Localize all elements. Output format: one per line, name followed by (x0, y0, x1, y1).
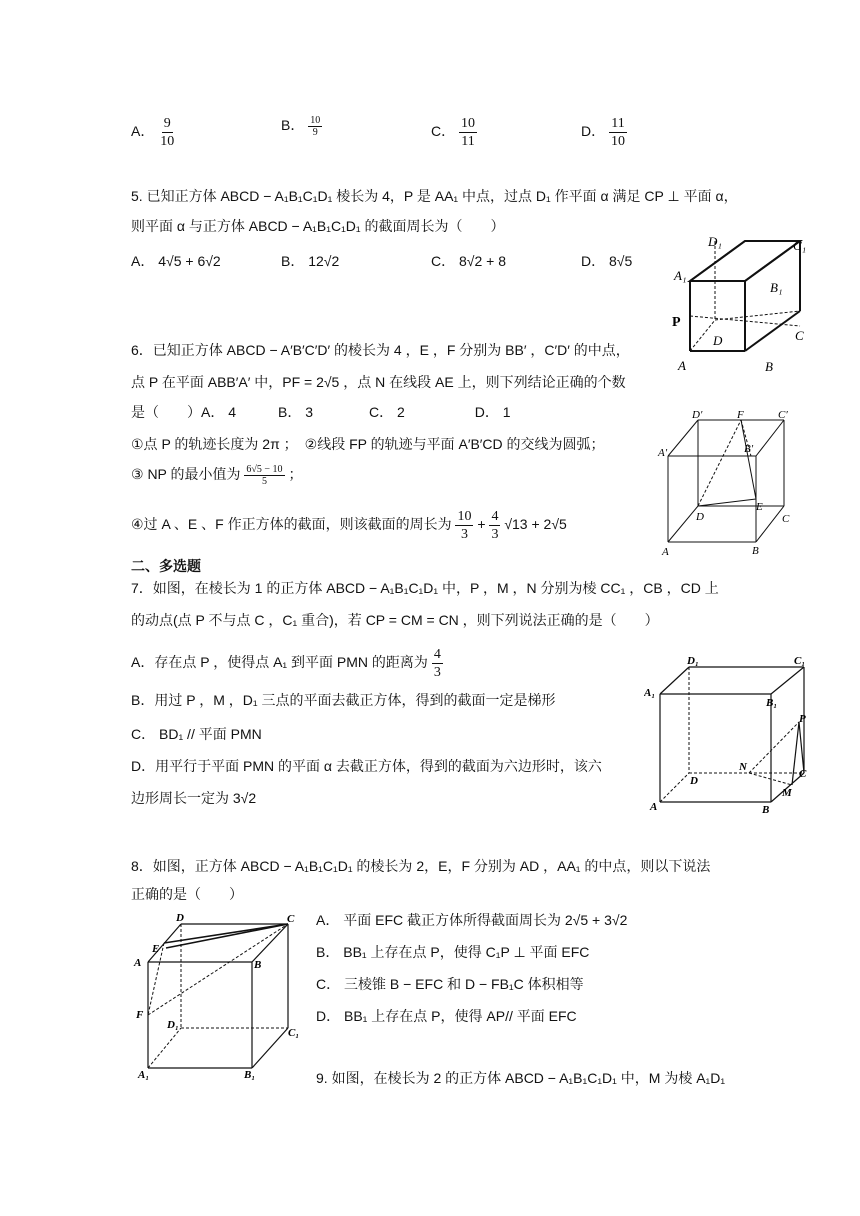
label-c-prime: C′ (778, 410, 788, 421)
label-d1: D₁ (167, 1019, 179, 1031)
frac-num: 4 (491, 509, 499, 524)
q5-line2: 则平面 α 与正方体 ABCD − A₁B₁C₁D₁ 的截面周长为（ ） (131, 218, 505, 234)
q7-option-b: B．用过 P ，M ，D₁ 三点的平面去截正方体，得到的截面一定是梯形 (131, 692, 556, 708)
label-d1: D₁ (708, 234, 722, 249)
label-p: P (799, 713, 806, 725)
q6-statement-3 (131, 464, 302, 487)
statement-text: + (477, 516, 490, 533)
label-b1: B₁ (766, 697, 778, 709)
frac-num: 6√5 − 10 (246, 464, 283, 475)
frac-num: 10 (461, 116, 476, 131)
q7-option-a (131, 646, 443, 681)
label-b1: B₁ (770, 280, 783, 295)
figure-q8-cube (130, 908, 310, 1080)
section-heading: 二、多选题 (131, 558, 201, 574)
q8-line2: 正确的是（ ） (131, 886, 243, 902)
option-label: B． (281, 117, 305, 134)
label-a: A (134, 957, 142, 969)
statement-text: ③ NP 的最小值为 (131, 466, 241, 483)
q8-option-d: D． BB₁ 上存在点 P，使得 AP// 平面 EFC (316, 1008, 577, 1024)
frac-den: 9 (312, 127, 318, 138)
q8-line1: 8．如图，正方体 ABCD − A₁B₁C₁D₁ 的棱长为 2，E，F 分别为 AD ，AA₁ 的中点，则以下说法 (131, 858, 711, 874)
label-e: E (152, 943, 160, 955)
label-b1: B₁ (244, 1069, 256, 1080)
frac-den: 3 (491, 527, 499, 542)
figure-q5-cube (668, 234, 818, 384)
label-c: C (799, 768, 807, 780)
q8-option-c: C． 三棱锥 B − EFC 和 D − FB₁C 体积相等 (316, 976, 584, 992)
option-label: C． (431, 123, 456, 140)
q6-line1: 6．已知正方体 ABCD − A′B′C′D′ 的棱长为 4 ，E ，F 分别为 BB′ ，C′D′ 的中点， (131, 342, 630, 358)
q5-line1: 5. 已知正方体 ABCD − A₁B₁C₁D₁ 棱长为 4，P 是 AA₁ 中点，过点 D₁ 作平面 α 满足 CP ⊥ 平面 α， (131, 188, 738, 204)
q4-option-b (281, 115, 322, 138)
option-label: A． (131, 123, 155, 140)
label-a: A (678, 358, 686, 373)
q5-option-d: D． 8√5 (581, 253, 633, 269)
frac-num: 10 (457, 509, 472, 524)
label-c: C (287, 913, 295, 925)
label-a1: A₁ (138, 1069, 150, 1080)
frac-den: 10 (611, 134, 626, 149)
frac-num: 10 (310, 115, 321, 126)
label-d: D (176, 912, 184, 924)
label-c: C (795, 328, 804, 343)
q5-option-c: C． 8√2 + 8 (431, 253, 506, 269)
label-b: B (254, 959, 262, 971)
q8-option-b: B． BB₁ 上存在点 P，使得 C₁P ⊥ 平面 EFC (316, 944, 590, 960)
q7-line2: 的动点(点 P 不与点 C ，C₁ 重合)，若 CP = CM = CN ，则下列说法正确的是（ ） (131, 612, 659, 628)
q4-option-d (581, 115, 627, 150)
q6-line2: 点 P 在平面 ABB′A′ 中，PF = 2√5 ，点 N 在线段 AE 上，则下列结论正确的个数 (131, 374, 626, 390)
statement-text: ④过 A 、E 、F 作正方体的截面，则该截面的周长为 (131, 516, 452, 533)
label-d: D (690, 775, 698, 787)
label-d-prime: D′ (692, 410, 703, 421)
frac-den: 11 (461, 134, 475, 149)
q8-option-a: A． 平面 EFC 截正方体所得截面周长为 2√5 + 3√2 (316, 912, 628, 928)
label-m: M (782, 787, 792, 799)
label-f: F (136, 1009, 144, 1021)
label-a: A (662, 546, 669, 558)
frac-den: 10 (160, 134, 175, 149)
q4-option-a (131, 115, 176, 150)
q7-option-c: C． BD₁ // 平面 PMN (131, 726, 262, 742)
label-d: D (696, 511, 704, 523)
statement-text: ； (288, 466, 303, 483)
label-c: C (782, 513, 790, 525)
frac-num: 11 (611, 116, 625, 131)
label-c1: C₁ (288, 1027, 300, 1039)
frac-den: 5 (261, 476, 267, 487)
label-a: A (650, 801, 658, 813)
q6-line3: 是（ ）A． 4 B． 3 C． 2 D． 1 (131, 404, 511, 420)
label-b-prime: B′ (744, 443, 754, 455)
label-a1: A₁ (674, 268, 687, 283)
label-b: B (752, 545, 759, 557)
label-e: E (756, 501, 763, 513)
q6-statement-4 (131, 508, 567, 543)
option-label: D． (581, 123, 606, 140)
q7-option-d-line1: D．用平行于平面 PMN 的平面 α 去截正方体，得到的截面为六边形时，该六 (131, 758, 602, 774)
frac-num: 4 (433, 647, 441, 662)
q4-option-c (431, 115, 477, 150)
option-text: A．存在点 P ，使得点 A₁ 到平面 PMN 的距离为 (131, 654, 428, 671)
frac-den: 3 (460, 527, 468, 542)
frac-den: 3 (433, 665, 441, 680)
frac-num: 9 (163, 116, 171, 131)
label-c1: C₁ (794, 655, 806, 667)
label-n: N (739, 761, 747, 773)
label-f: F (737, 410, 744, 421)
figure-q6-cube (656, 410, 806, 560)
q5-option-a: A． 4√5 + 6√2 (131, 253, 221, 269)
label-p: P (672, 315, 681, 330)
q9-line1: 9. 如图，在棱长为 2 的正方体 ABCD − A₁B₁C₁D₁ 中，M 为棱 A₁D₁ (316, 1070, 726, 1086)
figure-q7-cube (644, 652, 814, 822)
statement-text: √13 + 2√5 (504, 516, 567, 533)
label-c1: C₁ (793, 238, 807, 253)
label-a-prime: A′ (658, 447, 668, 459)
label-b: B (762, 804, 770, 816)
q5-option-b: B． 12√2 (281, 253, 340, 269)
label-a1: A₁ (644, 687, 656, 699)
label-d: D (713, 333, 723, 348)
label-b: B (765, 359, 773, 374)
q7-option-d-line2: 边形周长一定为 3√2 (131, 790, 257, 806)
label-d1: D₁ (687, 655, 699, 667)
q6-statement-1-2: ①点 P 的轨迹长度为 2π ； ②线段 FP 的轨迹与平面 A′B′CD 的交线为圆弧； (131, 436, 605, 452)
q7-line1: 7．如图，在棱长为 1 的正方体 ABCD − A₁B₁C₁D₁ 中，P ，M ，N 分别为棱 CC₁ ，CB ，CD 上 (131, 580, 719, 596)
